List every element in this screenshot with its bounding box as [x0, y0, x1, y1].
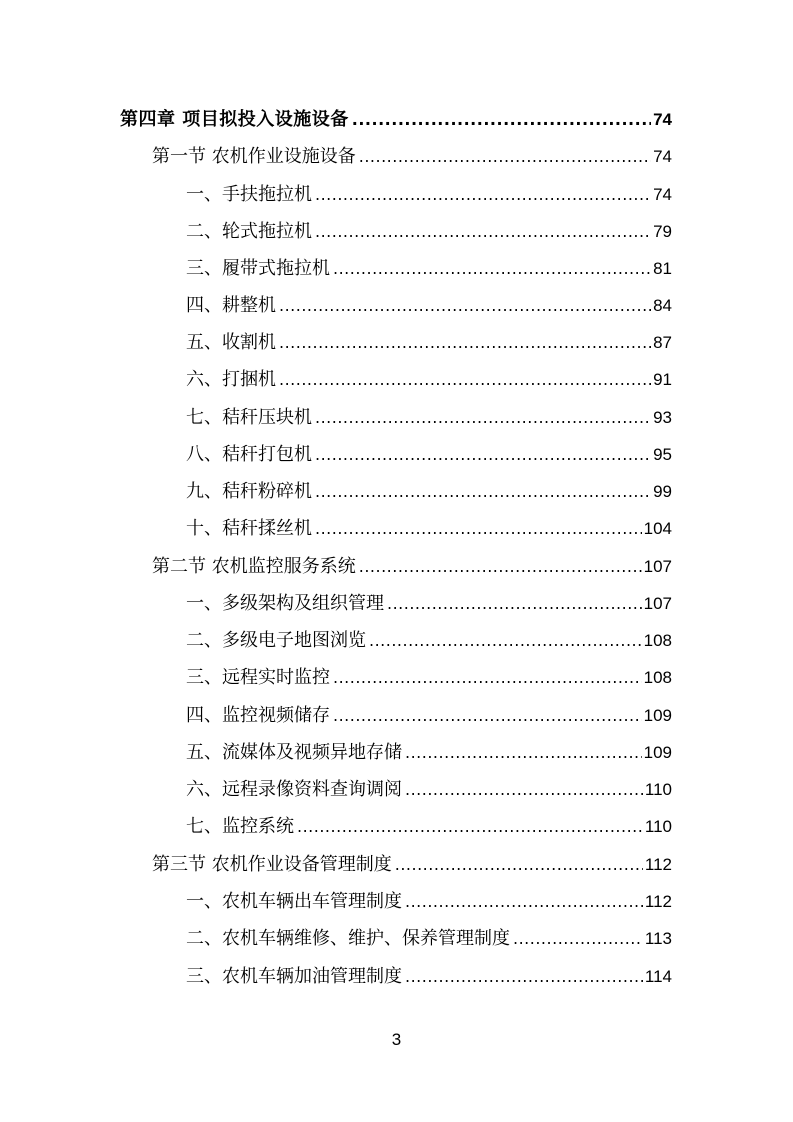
toc-entry-page: 104	[643, 519, 672, 538]
toc-entry-label: 第一节 农机作业设施设备	[152, 146, 356, 167]
toc-dot-leader	[279, 366, 651, 394]
toc-entry-page: 112	[644, 855, 672, 874]
toc-item[interactable]	[186, 888, 672, 916]
toc-entry-label: 四、耕整机	[186, 295, 276, 316]
toc-entry-label: 三、远程实时监控	[186, 667, 330, 688]
toc-entry-label: 一、农机车辆出车管理制度	[186, 891, 402, 912]
toc-dot-leader	[333, 664, 642, 692]
page-number: 3	[391, 1030, 402, 1049]
toc-entry-page: 107	[643, 594, 672, 613]
toc-item[interactable]	[186, 702, 672, 730]
toc-dot-leader	[333, 255, 651, 283]
toc-item[interactable]	[186, 255, 672, 283]
toc-item[interactable]	[186, 515, 672, 543]
toc-entry-label: 三、农机车辆加油管理制度	[186, 966, 402, 987]
toc-entry-page: 110	[644, 780, 672, 799]
toc-item[interactable]	[186, 218, 672, 246]
toc-dot-leader	[369, 627, 642, 655]
toc-dot-leader	[315, 478, 651, 506]
toc-entry-page: 99	[653, 482, 672, 501]
toc-dot-leader	[315, 218, 651, 246]
toc-item[interactable]	[186, 627, 672, 655]
toc-item[interactable]	[186, 813, 672, 841]
toc-section-2[interactable]	[152, 553, 672, 581]
toc-entry-label: 十、秸秆揉丝机	[186, 518, 312, 539]
toc-entry-page: 107	[643, 557, 672, 576]
toc-entry-page: 108	[643, 668, 672, 687]
toc-entry-label: 五、流媒体及视频异地存储	[186, 742, 402, 763]
toc-entry-label: 九、秸秆粉碎机	[186, 481, 312, 502]
toc-item[interactable]	[186, 478, 672, 506]
toc-entry-page: 74	[653, 110, 672, 129]
toc-dot-leader	[279, 329, 651, 357]
toc-item[interactable]	[186, 590, 672, 618]
toc-entry-label: 一、手扶拖拉机	[186, 184, 312, 205]
toc-entry-page: 74	[653, 185, 672, 204]
toc-entry-label: 第三节 农机作业设备管理制度	[152, 854, 392, 875]
toc-chapter-4[interactable]	[120, 106, 672, 134]
toc-entry-label: 一、多级架构及组织管理	[186, 593, 384, 614]
toc-dot-leader	[359, 143, 651, 171]
toc-entry-page: 109	[643, 706, 672, 725]
toc-item[interactable]	[186, 366, 672, 394]
toc-entry-label: 四、监控视频储存	[186, 705, 330, 726]
toc-entry-page: 87	[653, 333, 672, 352]
toc-entry-page: 110	[644, 817, 672, 836]
toc-item[interactable]	[186, 292, 672, 320]
toc-entry-label: 六、打捆机	[186, 369, 276, 390]
toc-entry-page: 91	[653, 370, 672, 389]
toc-entry-page: 108	[643, 631, 672, 650]
toc-entry-label: 七、监控系统	[186, 816, 294, 837]
toc-dot-leader	[387, 590, 642, 618]
toc-item[interactable]	[186, 441, 672, 469]
toc-dot-leader	[315, 181, 651, 209]
toc-entry-page: 74	[653, 147, 672, 166]
toc-dot-leader	[352, 106, 651, 134]
toc-dot-leader	[315, 515, 642, 543]
toc-item[interactable]	[186, 329, 672, 357]
toc-entry-label: 二、农机车辆维修、维护、保养管理制度	[186, 928, 510, 949]
toc-entry-page: 93	[653, 408, 672, 427]
toc-entry-page: 113	[644, 929, 672, 948]
toc-entry-label: 二、多级电子地图浏览	[186, 630, 366, 651]
toc-entry-label: 三、履带式拖拉机	[186, 258, 330, 279]
toc-item[interactable]	[186, 925, 672, 953]
toc-item[interactable]	[186, 404, 672, 432]
toc-entry-page: 112	[644, 892, 672, 911]
toc-item[interactable]	[186, 664, 672, 692]
toc-dot-leader	[333, 702, 642, 730]
toc-section-1[interactable]	[152, 143, 672, 171]
toc-dot-leader	[405, 739, 642, 767]
toc-entry-page: 84	[653, 296, 672, 315]
toc-section-3[interactable]	[152, 851, 672, 879]
toc-item[interactable]	[186, 739, 672, 767]
toc-dot-leader	[395, 851, 643, 879]
toc-entry-page: 114	[644, 967, 672, 986]
toc-dot-leader	[405, 776, 643, 804]
toc-dot-leader	[513, 925, 643, 953]
toc-entry-label: 八、秸秆打包机	[186, 444, 312, 465]
toc-dot-leader	[315, 404, 651, 432]
toc-item[interactable]	[186, 776, 672, 804]
toc-entry-label: 第二节 农机监控服务系统	[152, 556, 356, 577]
toc-item[interactable]	[186, 963, 672, 991]
toc-entry-page: 81	[653, 259, 672, 278]
toc-entry-page: 95	[653, 445, 672, 464]
toc-entry-label: 七、秸秆压块机	[186, 407, 312, 428]
toc-entry-label: 二、轮式拖拉机	[186, 221, 312, 242]
toc-entry-page: 109	[643, 743, 672, 762]
toc-dot-leader	[279, 292, 651, 320]
toc-dot-leader	[359, 553, 642, 581]
toc-entry-page: 79	[653, 222, 672, 241]
toc-entry-label: 第四章 项目拟投入设施设备	[120, 109, 349, 130]
toc-entry-label: 六、远程录像资料查询调阅	[186, 779, 402, 800]
toc-dot-leader	[405, 963, 643, 991]
toc-item[interactable]	[186, 181, 672, 209]
toc-dot-leader	[315, 441, 651, 469]
toc-dot-leader	[297, 813, 643, 841]
toc-entry-label: 五、收割机	[186, 332, 276, 353]
toc-dot-leader	[405, 888, 643, 916]
